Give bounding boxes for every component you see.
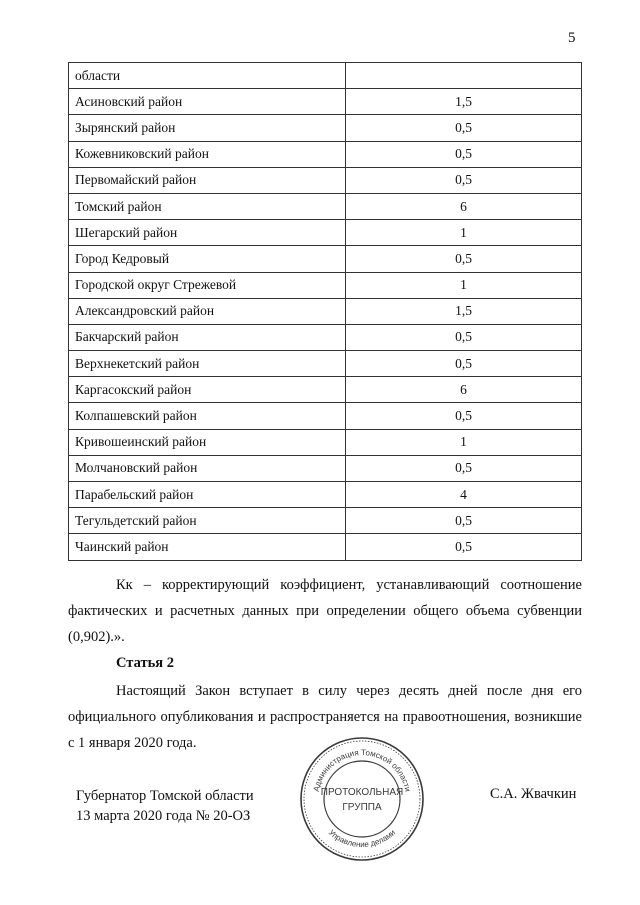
official-stamp [298,735,426,863]
coefficient-value-cell: 1 [346,272,582,298]
table-row [69,324,582,350]
district-name-cell: Александровский район [69,298,346,324]
table-row [69,89,582,115]
table-row [69,482,582,508]
coefficient-value-cell: 0,5 [346,534,582,560]
coefficient-value-cell: 0,5 [346,324,582,350]
article-title: Статья 2 [116,655,174,671]
stamp-center-line1: ПРОТОКОЛЬНАЯ [320,787,404,798]
district-name-cell: Верхнекетский район [69,351,346,377]
district-name-cell: Чаинский район [69,534,346,560]
district-name-cell: Парабельский район [69,482,346,508]
signature-position: Губернатор Томской области [76,788,254,804]
stamp-inner-ring [324,761,400,837]
district-name-cell: Асиновский район [69,89,346,115]
coefficient-value-cell: 1 [346,429,582,455]
kk-definition-paragraph: Кк – корректирующий коэффициент, устанавливающий соотношение фактических и расчетных данных при определении общего объема субвенции (0,902).». [68,577,582,645]
district-name-cell: Молчановский район [69,455,346,481]
district-name-cell: Кожевниковский район [69,141,346,167]
signature-block [76,786,254,826]
table-row [69,141,582,167]
coefficient-value-cell: 1,5 [346,298,582,324]
table-row [69,351,582,377]
coefficient-value-cell: 0,5 [346,403,582,429]
coefficient-value-cell: 1 [346,220,582,246]
table-row [69,455,582,481]
coefficient-value-cell: 4 [346,482,582,508]
table-row [69,63,582,89]
table-row [69,220,582,246]
table-row [69,272,582,298]
coefficient-value-cell: 0,5 [346,455,582,481]
coefficient-value-cell: 0,5 [346,167,582,193]
page-number: 5 [568,30,576,46]
district-name-cell: Кривошеинский район [69,429,346,455]
district-name-cell: Зырянский район [69,115,346,141]
coefficient-value-cell: 0,5 [346,351,582,377]
stamp-ring-bottom-text: Управление делами [326,827,398,850]
coefficient-value-cell [346,63,582,89]
table-row [69,298,582,324]
signature-date: 13 марта 2020 года № 20-ОЗ [76,808,251,824]
table-row [69,246,582,272]
district-name-cell: Город Кедровый [69,246,346,272]
coefficient-value-cell: 0,5 [346,508,582,534]
table-row [69,534,582,560]
district-name-cell: Томский район [69,193,346,219]
table-row [69,403,582,429]
district-name-cell: Тегульдетский район [69,508,346,534]
coefficient-value-cell: 0,5 [346,141,582,167]
district-name-cell: Колпашевский район [69,403,346,429]
coefficient-value-cell: 1,5 [346,89,582,115]
coefficient-table-body [69,63,582,561]
district-name-cell: Бакчарский район [69,324,346,350]
coefficient-value-cell: 0,5 [346,115,582,141]
district-name-cell: Первомайский район [69,167,346,193]
table-row [69,429,582,455]
district-name-cell: области [69,63,346,89]
signature-name: С.А. Жвачкин [490,786,577,802]
table-row [69,193,582,219]
table-row [69,167,582,193]
coefficient-value-cell: 6 [346,377,582,403]
table-row [69,508,582,534]
coefficient-value-cell: 6 [346,193,582,219]
stamp-ring-top-text: Администрация Томской области [311,747,413,793]
coefficient-table [68,62,582,561]
stamp-center-line2: ГРУППА [342,802,382,813]
table-row [69,115,582,141]
coefficient-value-cell: 0,5 [346,246,582,272]
table-row [69,377,582,403]
district-name-cell: Шегарский район [69,220,346,246]
district-name-cell: Городской округ Стрежевой [69,272,346,298]
article-text: Настоящий Закон вступает в силу через десять дней после дня его официального опубликования и распространяется на правоотношения, возникшие с 1 января 2020 года. [68,683,582,751]
stamp-dotted-ring [304,741,420,857]
district-name-cell: Каргасокский район [69,377,346,403]
